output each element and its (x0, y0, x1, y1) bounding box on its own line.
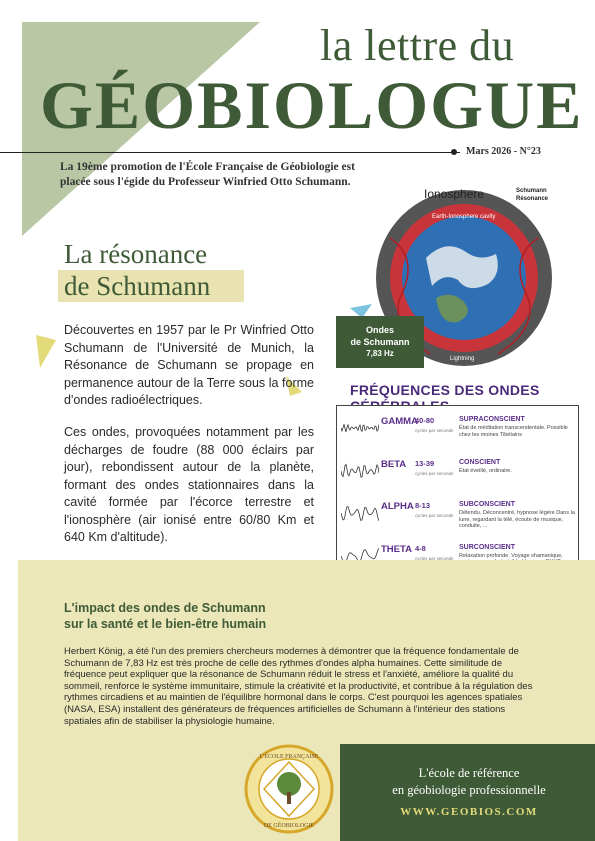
wave-description: Relaxation profonde. Voyage shamanique, (459, 552, 563, 559)
issue-number: Mars 2026 - N°23 (466, 146, 541, 157)
wave-unit: cycles par seconde (415, 555, 454, 561)
wave-name: BETA (381, 458, 407, 470)
wave-state: SUPRACONSCIENT (459, 416, 525, 423)
wave-name: GAMMA (381, 416, 418, 427)
masthead-title: GÉOBIOLOGUE (40, 67, 584, 143)
wave-frequency: 8-13 (415, 501, 431, 510)
badge-line1: Ondes (365, 325, 394, 335)
badge-line2: de Schumann (350, 337, 410, 347)
article-title-line2: de Schumann (64, 271, 211, 301)
article-title-line1: La résonance (64, 239, 208, 269)
article-paragraph-2: Ces ondes, provoquées notamment par les décharges de foudre (88 000 éclairs par jour), rebondissent autour de la planète, formant des ondes stationnaires dans la cavité formée par l'écorce terrestre et l'ionosphère (air ionisé entre 60/80 Km et 640 Km d'altitude). (64, 425, 314, 544)
brainwave-row-alpha (337, 495, 577, 537)
brainwaves-title: FRÉQUENCES DES ONDES (350, 382, 540, 398)
yellow-triangle-left (36, 335, 56, 368)
wave-alpha-icon (341, 501, 379, 525)
badge-line3: 7,83 Hz (366, 349, 394, 358)
article-paragraph-1: Découvertes en 1957 par le Pr Winfried Otto Schumann de l'Université de Munich, la Résonance de Schumann se propage en permanence autour de la Terre sous la forme d'ondes radioélectriques. (64, 323, 314, 407)
wave-description: Détendu. Déconcentré, hypnose légère Dans la lune, regardant la télé, écoute de musique, conduite, ... (459, 510, 575, 529)
wave-state: SURCONSCIENT (459, 543, 516, 551)
wave-description: État de méditation transcendentale. Possible chez les moines Tibétains (459, 425, 568, 438)
lightning-label: Lightning (450, 356, 475, 362)
header-rule-dot (451, 149, 457, 155)
wave-state: CONSCIENT (459, 458, 501, 466)
wave-unit: cycles par seconde (415, 428, 454, 433)
header-rule (0, 152, 460, 153)
footer-line1: L'école de référence (418, 766, 520, 780)
impact-title (64, 600, 266, 632)
resonance-label-2: Résonance (516, 196, 549, 202)
wave-frequency: 4-8 (415, 543, 426, 553)
cavity-label: Earth-Ionosphere cavity (432, 214, 496, 220)
article-title (64, 238, 210, 302)
impact-title-line1: L'impact des ondes de Schumann (64, 601, 266, 615)
footer-website-link[interactable]: WWW.GEOBIOS.COM (400, 806, 538, 818)
impact-title-line2: sur la santé et le bien-être humain (64, 617, 267, 631)
resonance-label-1: Schumann (516, 188, 547, 194)
wave-frequency: 13-39 (415, 458, 435, 468)
brainwave-row-beta (337, 453, 577, 495)
wave-name: ALPHA (381, 501, 414, 512)
wave-unit: cycles par seconde (415, 470, 454, 476)
schumann-frequency-badge (336, 316, 424, 368)
wave-unit: cycles par seconde (415, 513, 454, 518)
wave-gamma-icon (341, 416, 379, 440)
impact-text: Herbert König, a été l'un des premiers chercheurs modernes à démontrer que la fréquence fondamentale de Schumann de 7,83 Hz est très proche de celle des rythmes d'ondes alpha humaines. Cette similitude de fréquence peut expliquer que la résonance de Schumann réduit le stress et l'anxiété, améliore la qualité du sommeil, renforce le système immunitaire, stimule la créativité et la productivité, et contribue à la régulation des rythmes circadiens et au maintien de l'équilibre hormonal dans le corps. C'est pourquoi les agences spatiales (NASA, ESA) installent des générateurs de fréquences artificielles de Schumann à l'intérieur des stations spatiales afin de stabiliser la physiologie humaine. (64, 646, 533, 727)
school-logo (244, 744, 334, 834)
masthead-small: la lettre du (320, 21, 515, 70)
wave-frequency: 40-80 (415, 416, 435, 425)
ionosphere-label: Ionosphere (424, 187, 485, 201)
intro-text: La 19ème promotion de l'École Française de Géobiologie est placée sous l'égide du Professeur Winfried Otto Schumann. (60, 161, 355, 188)
wave-description: État éveillé, ordinaire. (459, 467, 512, 474)
tree-trunk (287, 792, 291, 804)
footer-line2: en géobiologie professionnelle (392, 783, 546, 797)
brainwave-row-gamma (337, 410, 577, 452)
wave-beta-icon (341, 459, 379, 483)
wave-name: THETA (381, 543, 412, 555)
wave-state: SUBCONSCIENT (459, 501, 516, 508)
logo-text-bottom: DE GÉOBIOLOGIE (263, 823, 315, 829)
logo-text-top: L'ÉCOLE FRANÇAISE (259, 754, 319, 760)
